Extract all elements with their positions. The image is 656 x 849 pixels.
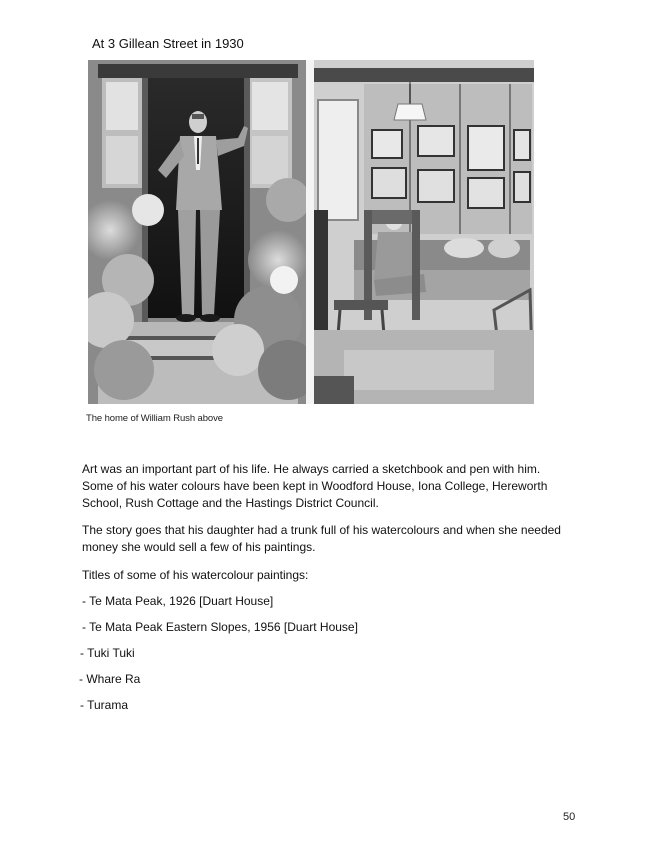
photo-caption: The home of William Rush above [86,413,223,424]
interior-photo [314,60,534,404]
list-item: - Turama [80,698,129,712]
page-heading: At 3 Gillean Street in 1930 [92,36,244,51]
paragraph-titles-intro: Titles of some of his watercolour paintings: [82,568,309,582]
page-number: 50 [563,811,576,823]
paragraph-story: The story goes that his daughter had a trunk full of his watercolours and when she needed money she would sell a few of his paintings. [82,523,561,554]
paragraph-art: Art was an important part of his life. He always carried a sketchbook and pen with him. Some of his water colours have been kept in Woodford House, Iona College, Hereworth School, Rush Cottage and the Hastings District Council. [82,462,548,510]
photo-pair [88,60,534,404]
list-item: - Tuki Tuki [80,646,135,660]
list-item: - Te Mata Peak, 1926 [Duart House] [82,594,274,608]
list-item: - Te Mata Peak Eastern Slopes, 1956 [Duart House] [82,620,358,634]
doorway-photo [88,60,306,404]
list-item: - Whare Ra [79,672,141,686]
